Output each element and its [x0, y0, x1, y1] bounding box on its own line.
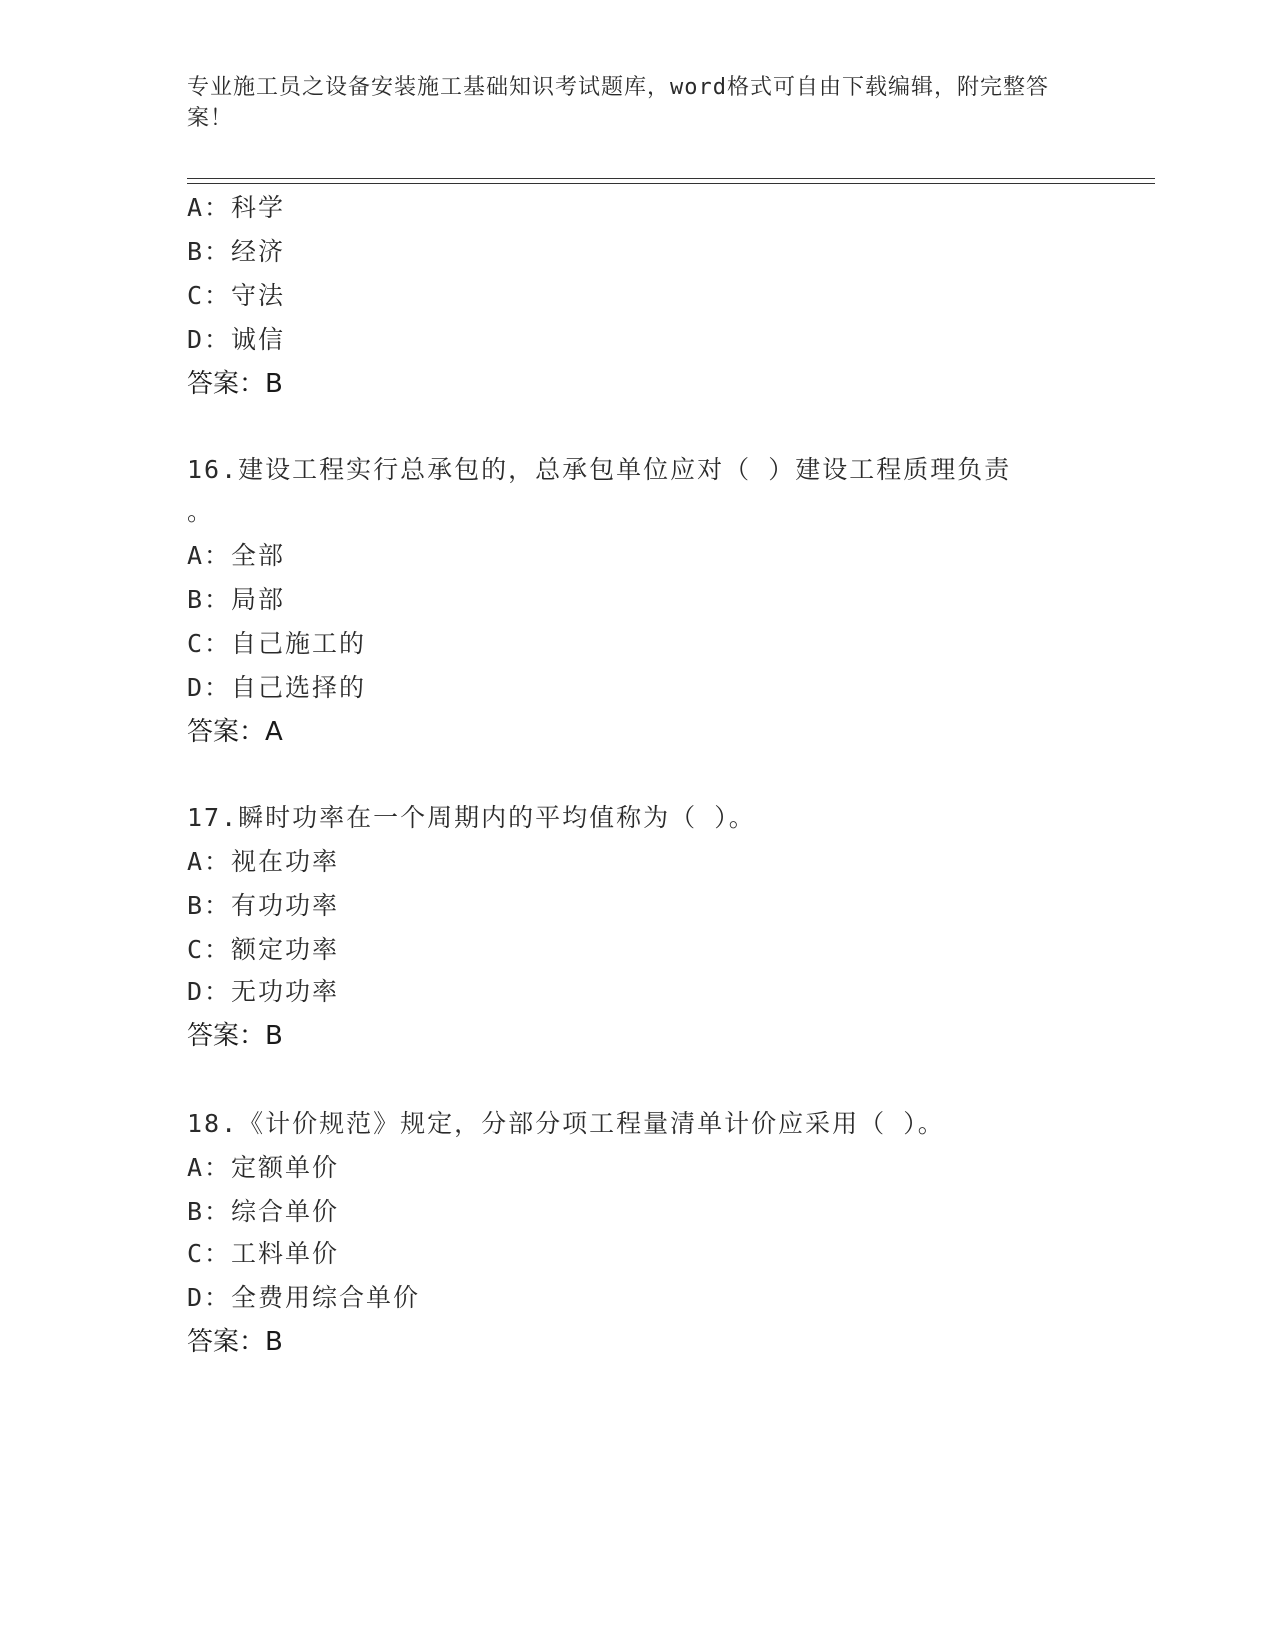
question-stem-continuation: 。: [187, 497, 215, 526]
document-header: 专业施工员之设备安装施工基础知识考试题库，word格式可自由下载编辑，附完整答案！: [187, 75, 1049, 131]
option-a: A：定额单价: [187, 1153, 340, 1182]
option-a: A：视在功率: [187, 847, 340, 876]
option-b: B：有功功率: [187, 891, 340, 920]
question-stem: 16.建设工程实行总承包的，总承包单位应对（ ）建设工程质理负责: [187, 455, 1012, 484]
option-b: B：综合单价: [187, 1197, 340, 1226]
answer-line: 答案：B: [187, 369, 283, 399]
option-d: D：自己选择的: [187, 673, 367, 702]
option-c: C：额定功率: [187, 935, 340, 964]
option-c: C：工料单价: [187, 1239, 340, 1268]
answer-line: 答案：B: [187, 1021, 283, 1051]
option-c: C：守法: [187, 281, 286, 310]
option-d: D：无功功率: [187, 977, 340, 1006]
option-c: C：自己施工的: [187, 629, 367, 658]
option-d: D：诚信: [187, 325, 286, 354]
option-b: B：经济: [187, 237, 286, 266]
option-b: B：局部: [187, 585, 286, 614]
answer-line: 答案：A: [187, 717, 283, 747]
option-a: A：科学: [187, 193, 286, 222]
question-stem: 18.《计价规范》规定，分部分项工程量清单计价应采用（ ）。: [187, 1109, 945, 1138]
question-stem: 17.瞬时功率在一个周期内的平均值称为（ ）。: [187, 803, 756, 832]
answer-line: 答案：B: [187, 1327, 283, 1357]
option-a: A：全部: [187, 541, 286, 570]
header-divider: [187, 178, 1155, 184]
option-d: D：全费用综合单价: [187, 1283, 421, 1312]
